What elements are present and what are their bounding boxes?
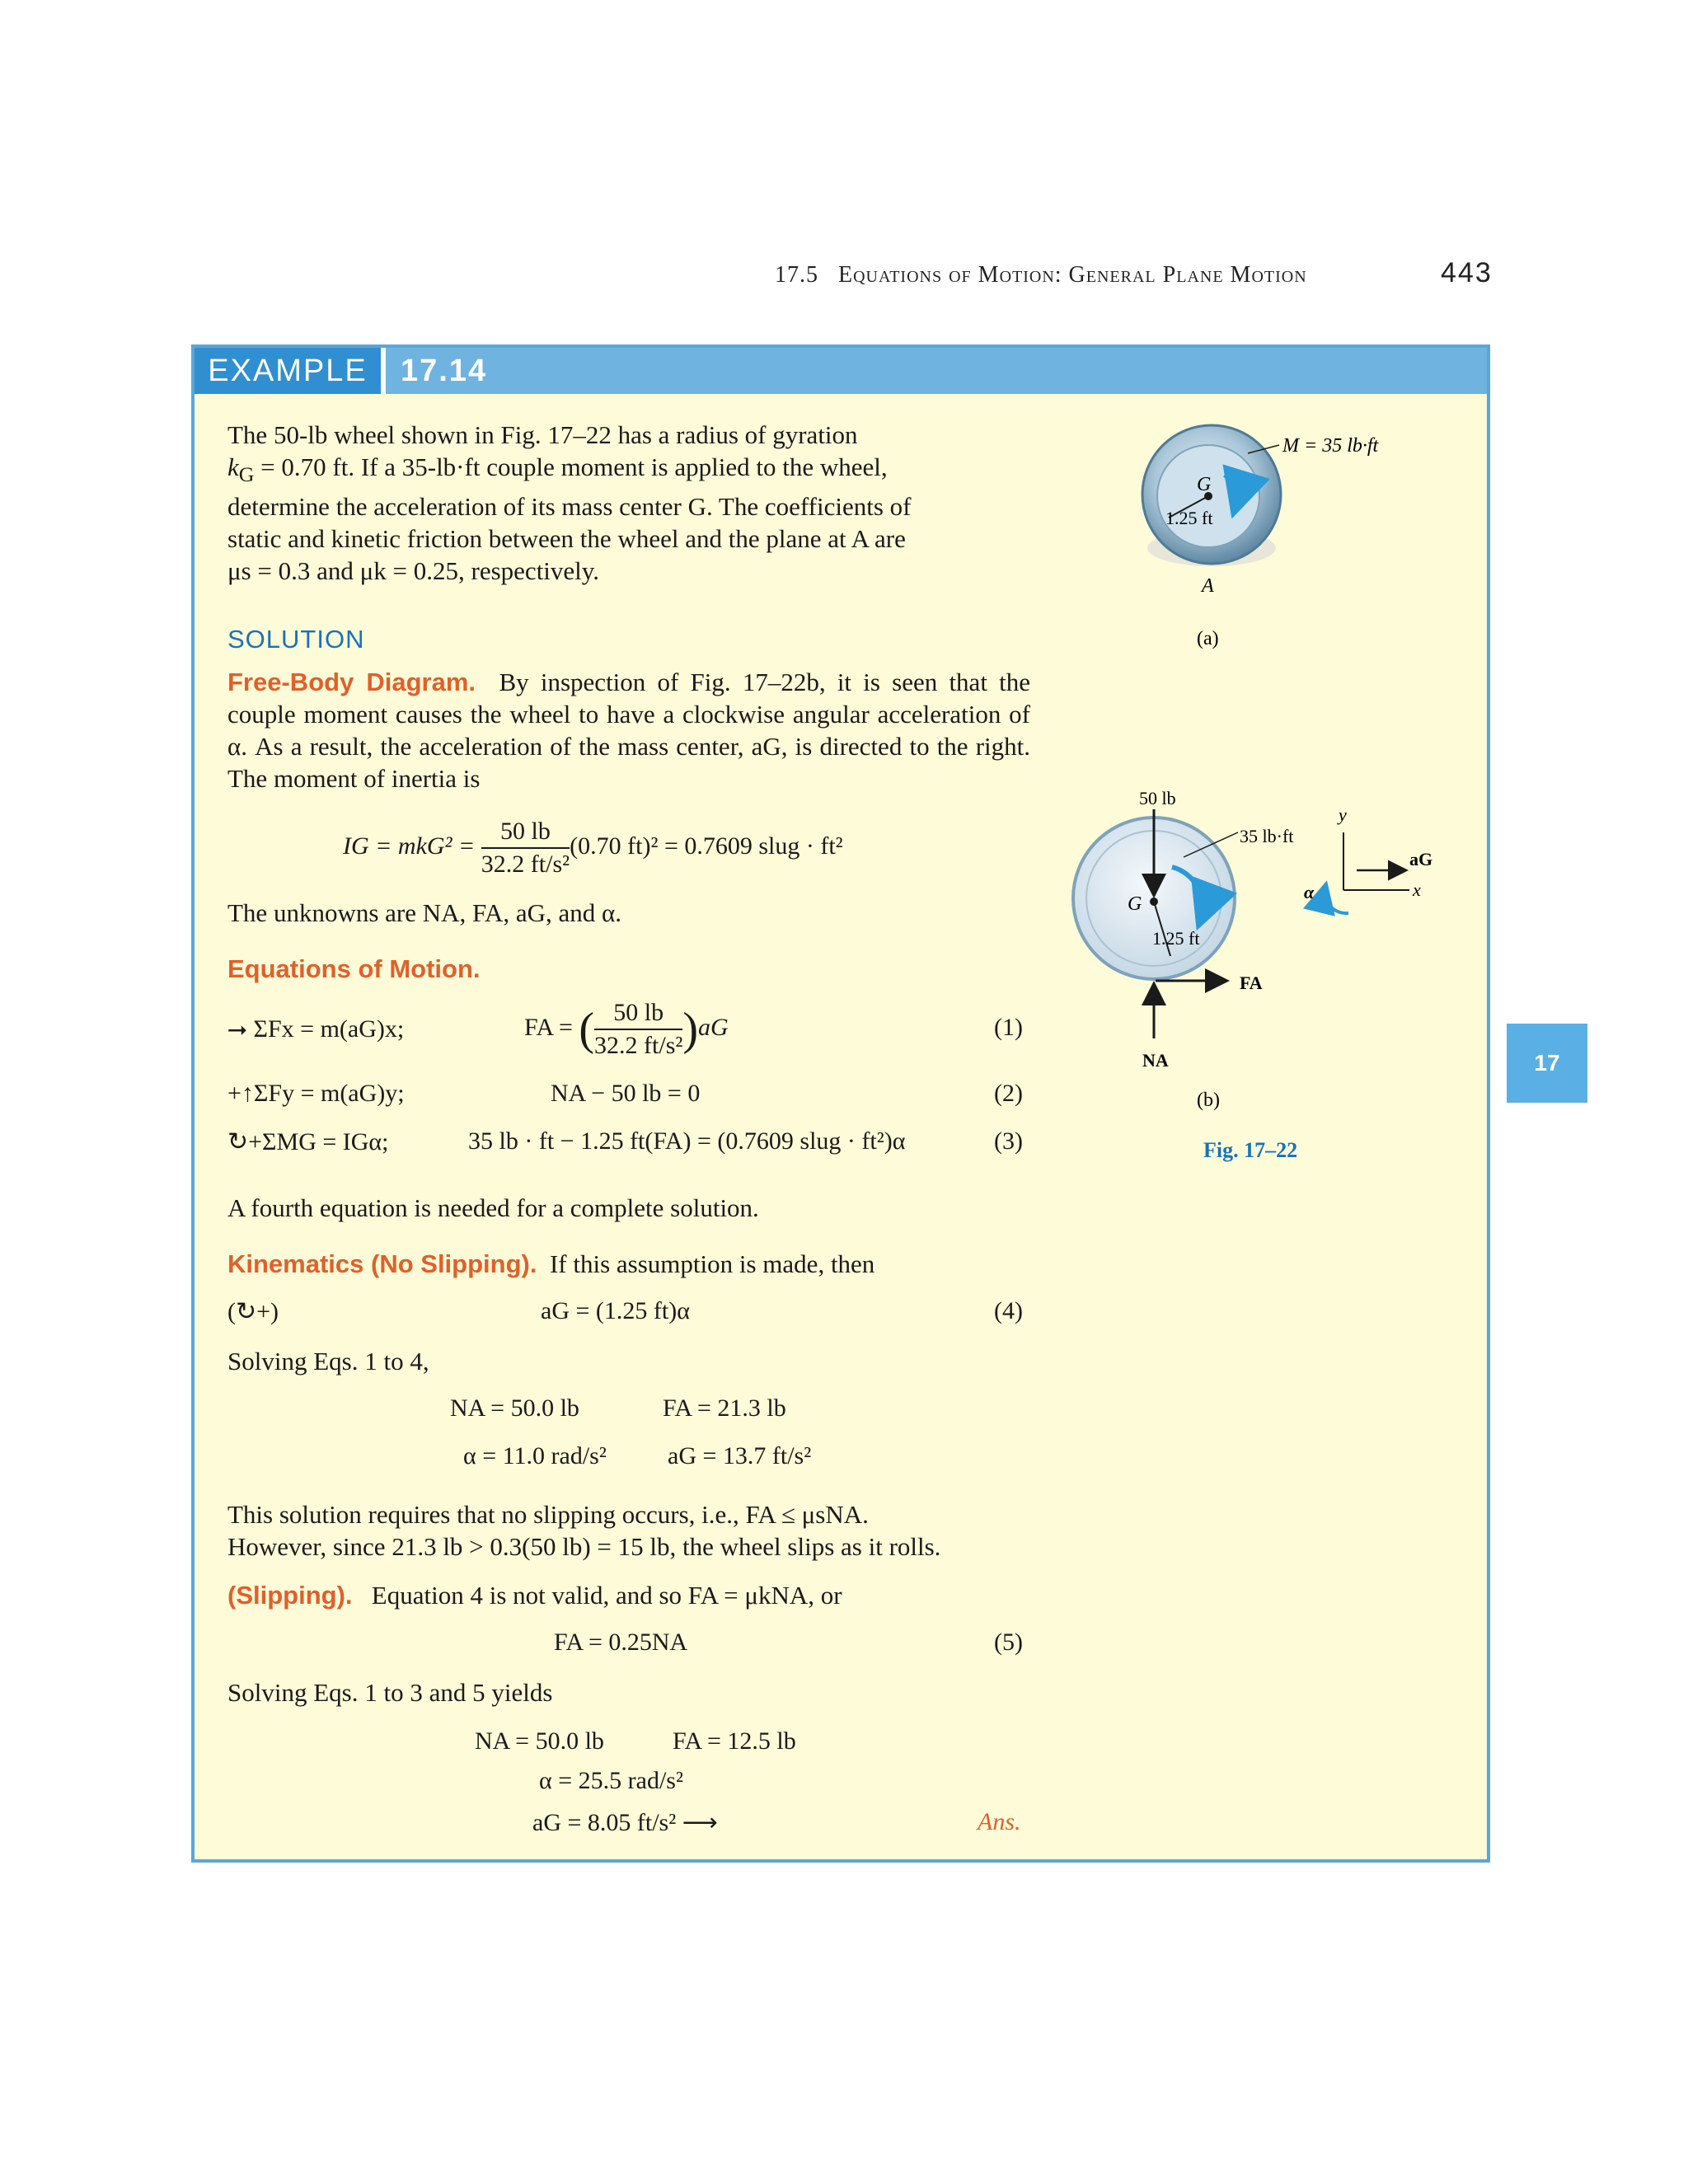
- result-ag: aG = 13.7 ft/s²: [668, 1442, 812, 1469]
- caption-a: (a): [1197, 628, 1219, 649]
- weight-label: 50 lb: [1139, 788, 1176, 808]
- eom-title: Equations of Motion.: [227, 954, 481, 983]
- eq3-lhs: ↻+ΣMG = IGα;: [227, 1128, 389, 1155]
- figure-b: [1073, 788, 1432, 1162]
- moment-b-label: 35 lb·ft: [1240, 826, 1294, 846]
- k-subscript: G: [238, 462, 255, 487]
- solving-1-line: Solving Eqs. 1 to 4,: [227, 1347, 429, 1376]
- problem-line-5: μs = 0.3 and μk = 0.25, respectively.: [227, 556, 600, 586]
- final-fa: FA = 12.5 lb: [673, 1727, 796, 1755]
- radius-a-label: 1.25 ft: [1165, 508, 1213, 528]
- eq1-num: 50 lb: [594, 999, 682, 1030]
- answer-label: Ans.: [978, 1808, 1021, 1835]
- check-paragraph: [227, 1498, 1030, 1563]
- eq1-rparen: ): [682, 1004, 699, 1055]
- problem-line-1: The 50-lb wheel shown in Fig. 17–22 has a radius of gyration: [227, 420, 858, 449]
- kinematics-line: [227, 1248, 1030, 1280]
- running-head: [775, 262, 1307, 288]
- caption-b: (b): [1197, 1090, 1220, 1111]
- example-label: EXAMPLE: [195, 348, 381, 394]
- eq1-number: (1): [994, 1014, 1023, 1041]
- inertia-den: 32.2 ft/s²: [481, 851, 570, 878]
- eq4-body: aG = (1.25 ft)α: [541, 1297, 690, 1324]
- inertia-equation: [343, 818, 843, 879]
- problem-line-3: determine the acceleration of its mass center G. The coefficients of: [227, 492, 912, 522]
- fourth-equation-line: A fourth equation is needed for a complete solution.: [227, 1193, 759, 1222]
- eq1-mid: FA =: [524, 1013, 573, 1041]
- fbd-text: By inspection of Fig. 17–22b, it is seen that the couple moment causes the wheel to have a clockwise angular acceleration of α. As a result, the acceleration of the mass center, aG, is directed to the right. The moment of inertia is: [227, 668, 1031, 793]
- eq1-fraction: [594, 999, 682, 1060]
- problem-line-2-text: = 0.70 ft. If a 35-lb·ft couple moment is applied to the wheel,: [260, 452, 888, 481]
- normal-label: NA: [1142, 1050, 1169, 1071]
- a-point-label: A: [1202, 575, 1214, 597]
- inertia-num: 50 lb: [481, 818, 570, 849]
- section-title: Equations of Motion: General Plane Motion: [838, 262, 1307, 288]
- check-line-1: This solution requires that no slipping occurs, i.e., FA ≤ μsNA.: [227, 1500, 869, 1529]
- result-fa: FA = 21.3 lb: [663, 1394, 786, 1422]
- solving-2-line: Solving Eqs. 1 to 3 and 5 yields: [227, 1678, 553, 1707]
- kinematics-text: If this assumption is made, then: [549, 1249, 875, 1278]
- x-axis-label: x: [1413, 879, 1421, 900]
- eq1-lhs: ⭢ ΣFx = m(aG)x;: [227, 1015, 405, 1043]
- acceleration-label: aG: [1409, 849, 1433, 869]
- eq5-number: (5): [994, 1629, 1023, 1656]
- problem-line-2: [227, 451, 1030, 490]
- section-number: 17.5: [775, 262, 818, 288]
- problem-statement: [227, 419, 1030, 587]
- page-number: 443: [1441, 257, 1493, 288]
- kinematics-title: Kinematics (No Slipping).: [227, 1249, 537, 1278]
- eq2-body: NA − 50 lb = 0: [551, 1080, 701, 1107]
- check-line-2: However, since 21.3 lb > 0.3(50 lb) = 15 lb, the wheel slips as it rolls.: [227, 1532, 941, 1561]
- eq3-number: (3): [994, 1127, 1023, 1155]
- figure-label: Fig. 17–22: [1203, 1138, 1298, 1162]
- inertia-fraction: [481, 818, 570, 879]
- slipping-title: (Slipping).: [227, 1581, 353, 1610]
- slipping-text: Equation 4 is not valid, and so FA = μkNA, or: [371, 1581, 842, 1610]
- chapter-tab: 17: [1507, 1024, 1587, 1103]
- eq5-body: FA = 0.25NA: [554, 1629, 688, 1656]
- example-number: 17.14: [401, 354, 488, 388]
- final-ag: aG = 8.05 ft/s² ⟶: [532, 1809, 718, 1836]
- eq1-rhs: aG: [698, 1013, 729, 1041]
- inertia-lhs: IG = mkG² =: [343, 832, 476, 860]
- final-alpha: α = 25.5 rad/s²: [539, 1767, 683, 1794]
- eq3-body: 35 lb · ft − 1.25 ft(FA) = (0.7609 slug · ft²)α: [468, 1127, 906, 1155]
- eq2-number: (2): [994, 1080, 1023, 1107]
- result-alpha: α = 11.0 rad/s²: [463, 1442, 607, 1469]
- moment-a-label: M = 35 lb·ft: [1282, 435, 1379, 457]
- radius-b-label: 1.25 ft: [1152, 928, 1200, 949]
- unknowns-line: The unknowns are NA, FA, aG, and α.: [227, 898, 621, 927]
- fbd-title: Free-Body Diagram.: [227, 668, 476, 696]
- header-divider: [381, 348, 386, 394]
- eq2-lhs: +↑ΣFy = m(aG)y;: [227, 1080, 405, 1107]
- result-na: NA = 50.0 lb: [450, 1394, 579, 1422]
- figure-a: [1142, 425, 1380, 649]
- eq1-body: [524, 999, 729, 1060]
- g-a-label: G: [1197, 474, 1212, 495]
- eq1-lparen: (: [579, 1004, 595, 1055]
- eq4-lhs: (↻+): [227, 1298, 279, 1325]
- inertia-rhs: (0.70 ft)² = 0.7609 slug · ft²: [570, 832, 843, 860]
- eq1-den: 32.2 ft/s²: [594, 1032, 683, 1059]
- friction-label: FA: [1240, 972, 1263, 993]
- problem-line-4: static and kinetic friction between the wheel and the plane at A are: [227, 524, 906, 554]
- final-na: NA = 50.0 lb: [475, 1727, 604, 1755]
- slipping-line: [227, 1579, 1030, 1611]
- y-axis-label: y: [1339, 804, 1347, 825]
- k-symbol: k: [227, 452, 239, 481]
- solution-heading: SOLUTION: [227, 625, 365, 654]
- eq4-number: (4): [994, 1297, 1023, 1324]
- figure-17-22: [1063, 412, 1475, 1195]
- alpha-label: α: [1304, 882, 1315, 902]
- example-header: [195, 348, 1487, 394]
- eom-heading-line: [227, 953, 1030, 985]
- fbd-paragraph: [227, 666, 1030, 794]
- g-b-label: G: [1128, 893, 1142, 915]
